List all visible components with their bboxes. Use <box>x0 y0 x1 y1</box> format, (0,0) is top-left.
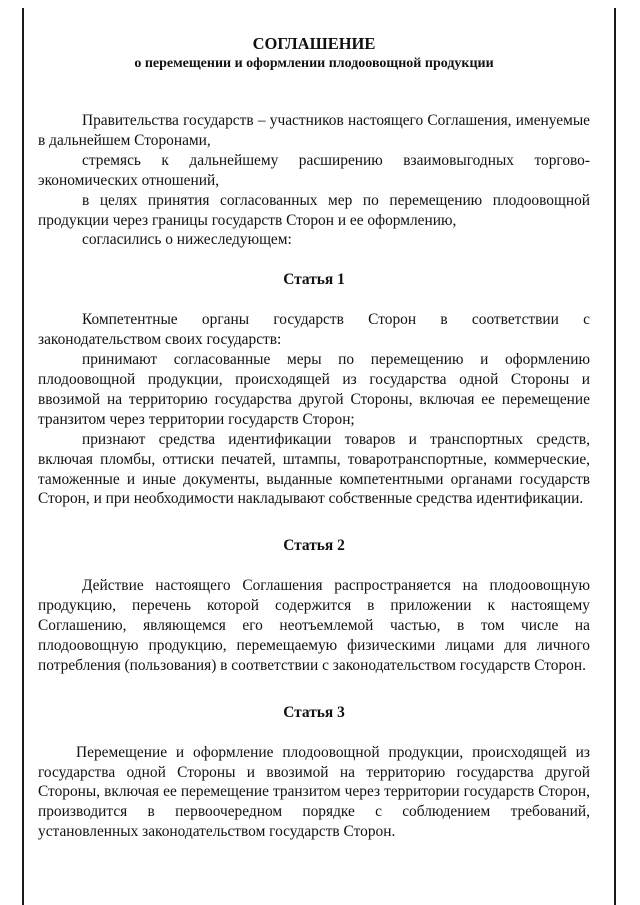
article-paragraph: признают средства идентификации товаров и транспортных средств, включая пломбы, оттиски печатей, штампы, товаротранспортные, коммерческие, таможенные и иные документы, выданные компетентными органами государств Сторон, и при необходимости накладывают собственные средства идентификации. <box>38 430 590 508</box>
page-border-left <box>22 8 24 905</box>
document-subtitle: о перемещении и оформлении плодоовощной продукции <box>134 56 494 71</box>
article-paragraph: Перемещение и оформление плодоовощной продукции, происходящей из государства одной Стороны и ввозимой на территорию государства другой Стороны, включая ее перемещение транзитом через территории государств Сторон, производится в первоочередном порядке с соблюдением требований, установленных законодательством государств Сторон. <box>38 743 590 841</box>
article-paragraph: Компетентные органы государств Сторон в соответствии с законодательством своих государств: <box>38 311 590 349</box>
article-paragraph: принимают согласованные меры по перемещению и оформлению плодоовощной продукции, происходящей из государства одной Стороны и ввозимой на территорию государства другой Стороны, включая ее перемещение транзитом через территории государств Сторон; <box>38 351 590 428</box>
article-3 <box>38 703 590 842</box>
document-title: СОГЛАШЕНИЕ <box>252 34 376 53</box>
preamble-paragraph: в целях принятия согласованных мер по перемещению плодоовощной продукции через границы государств Сторон и ее оформлению, <box>38 191 590 229</box>
preamble-paragraph: согласились о нижеследующем: <box>82 231 292 249</box>
article-heading: Статья 3 <box>283 703 345 721</box>
article-heading: Статья 1 <box>283 271 345 289</box>
document-body <box>38 34 590 842</box>
article-heading: Статья 2 <box>283 537 345 555</box>
article-paragraph: Действие настоящего Соглашения распространяется на плодоовощную продукцию, перечень которой содержится в приложении к настоящему Соглашению, являющемся его неотъемлемой частью, в том числе на плодоовощную продукцию, перемещаемую физическими лицами для личного потребления (пользования) в соответствии с законодательством государств Сторон. <box>38 577 590 674</box>
page-border-right <box>614 8 616 905</box>
preamble-paragraph: стремясь к дальнейшему расширению взаимовыгодных торгово-экономических отношений, <box>38 151 590 189</box>
article-1 <box>38 270 590 509</box>
preamble-paragraph: Правительства государств – участников настоящего Соглашения, именуемые в дальнейшем Сторонами, <box>38 112 590 149</box>
preamble <box>38 111 590 250</box>
article-2 <box>38 536 590 675</box>
